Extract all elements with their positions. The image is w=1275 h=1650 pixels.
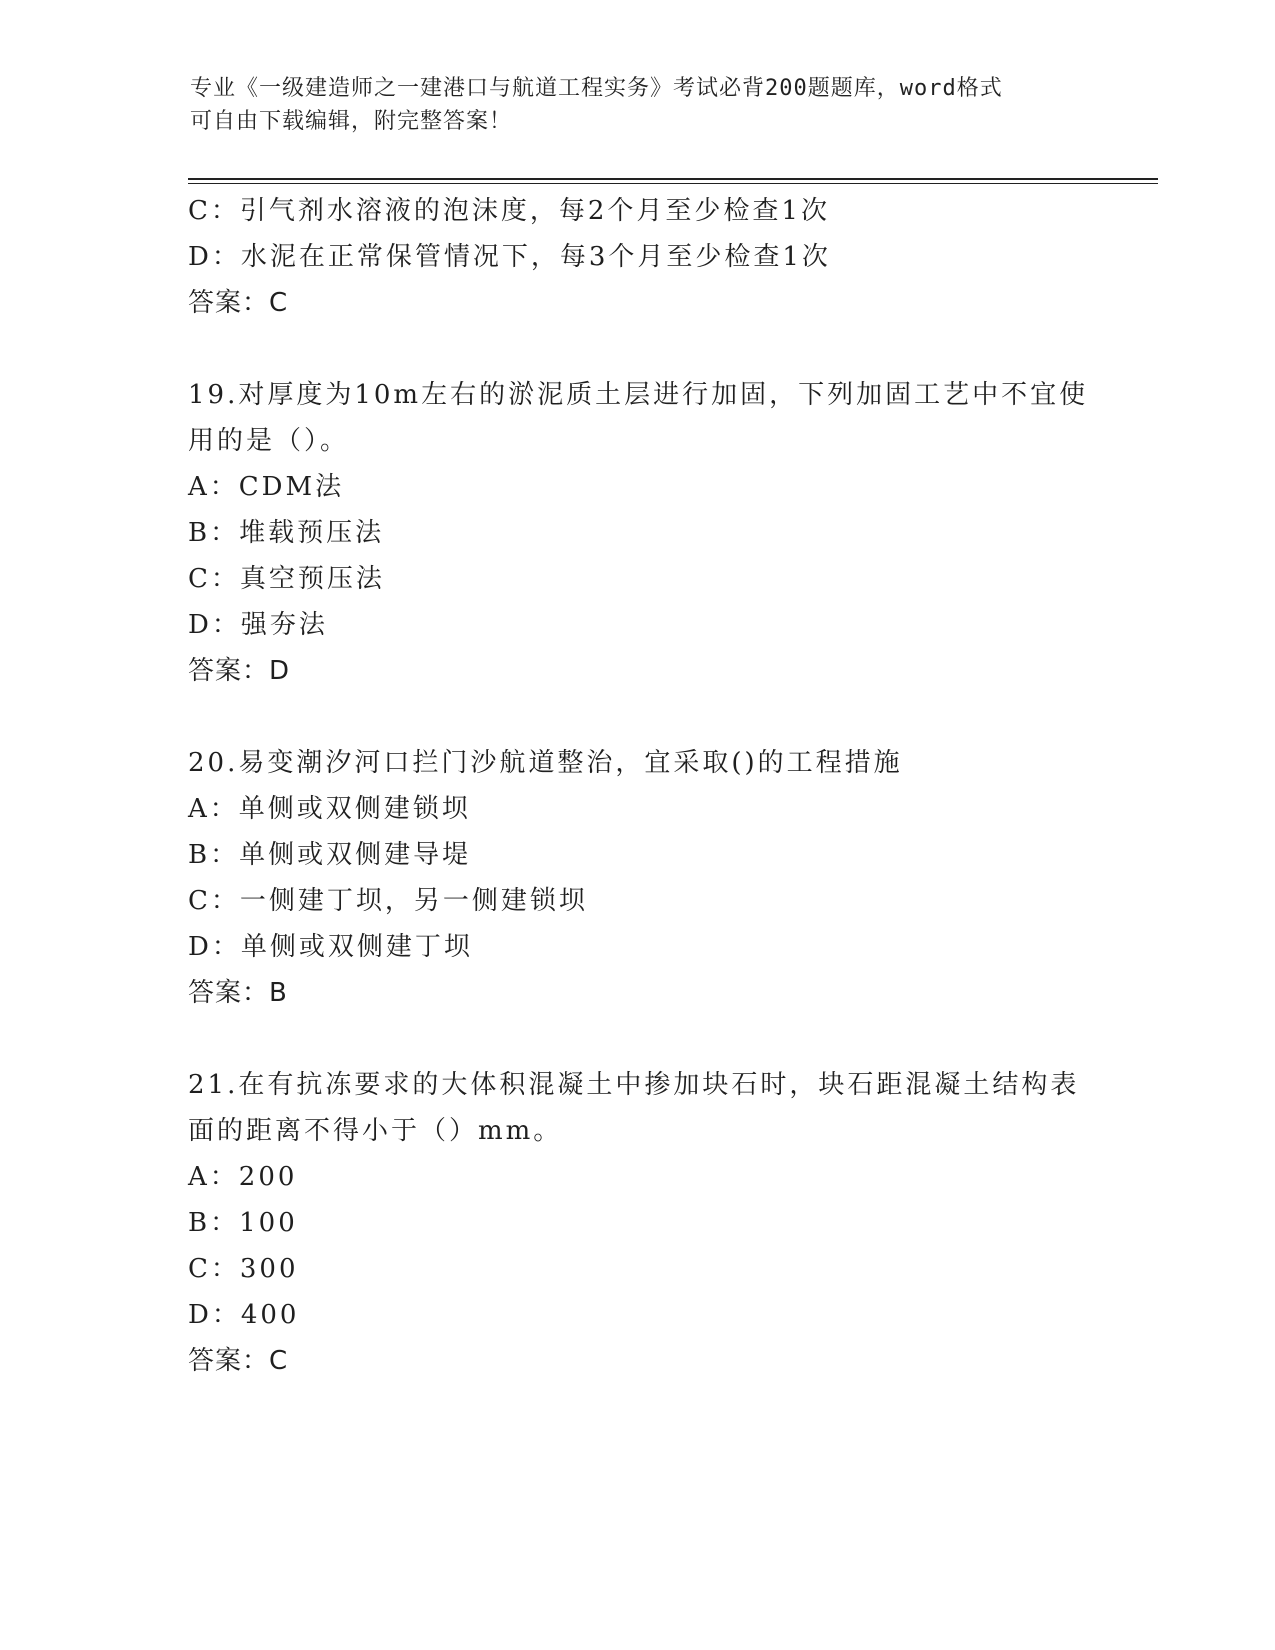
option-c: C：300: [188, 1254, 299, 1284]
question-stem-line-1: 20.易变潮汐河口拦门沙航道整治，宜采取()的工程措施: [188, 748, 903, 778]
option-c: C：引气剂水溶液的泡沫度，每2个月至少检查1次: [188, 196, 830, 226]
answer-line: 答案：C: [188, 288, 289, 318]
option-b: B：堆载预压法: [188, 518, 385, 548]
question-list: [188, 188, 1088, 1384]
option-c: C：真空预压法: [188, 564, 385, 594]
option-d: D：单侧或双侧建丁坝: [188, 932, 473, 962]
spacer: [188, 326, 1088, 372]
question-18-tail: [188, 188, 1088, 326]
question-stem-line-2: 面的距离不得小于（）mm。: [188, 1116, 563, 1146]
question-21: [188, 1062, 1088, 1384]
header-title-line-2: 可自由下载编辑，附完整答案！: [190, 109, 513, 134]
option-b: B：100: [188, 1208, 298, 1238]
option-d: D：400: [188, 1300, 300, 1330]
question-stem-line-2: 用的是（）。: [188, 426, 350, 456]
question-stem-line-1: 21.在有抗冻要求的大体积混凝土中掺加块石时，块石距混凝土结构表: [188, 1070, 1080, 1100]
question-20: [188, 740, 1088, 1016]
option-a: A：CDM法: [188, 472, 345, 502]
question-stem-line-1: 19.对厚度为10m左右的淤泥质土层进行加固，下列加固工艺中不宜使: [188, 380, 1089, 410]
header-title-line-1: 专业《一级建造师之一建港口与航道工程实务》考试必背200题题库，word格式: [190, 76, 1003, 101]
option-b: B：单侧或双侧建导堤: [188, 840, 472, 870]
document-header: [190, 72, 1070, 138]
question-19: [188, 372, 1088, 694]
option-d: D：强夯法: [188, 610, 328, 640]
option-c: C：一侧建丁坝，另一侧建锁坝: [188, 886, 588, 916]
option-a: A：单侧或双侧建锁坝: [188, 794, 471, 824]
option-a: A：200: [188, 1162, 298, 1192]
header-divider-thick: [188, 178, 1158, 180]
answer-line: 答案：B: [188, 978, 288, 1008]
spacer: [188, 1016, 1088, 1062]
option-d: D：水泥在正常保管情况下，每3个月至少检查1次: [188, 242, 831, 272]
spacer: [188, 694, 1088, 740]
header-divider-thin: [188, 183, 1158, 184]
answer-line: 答案：C: [188, 1346, 289, 1376]
answer-line: 答案：D: [188, 656, 291, 686]
